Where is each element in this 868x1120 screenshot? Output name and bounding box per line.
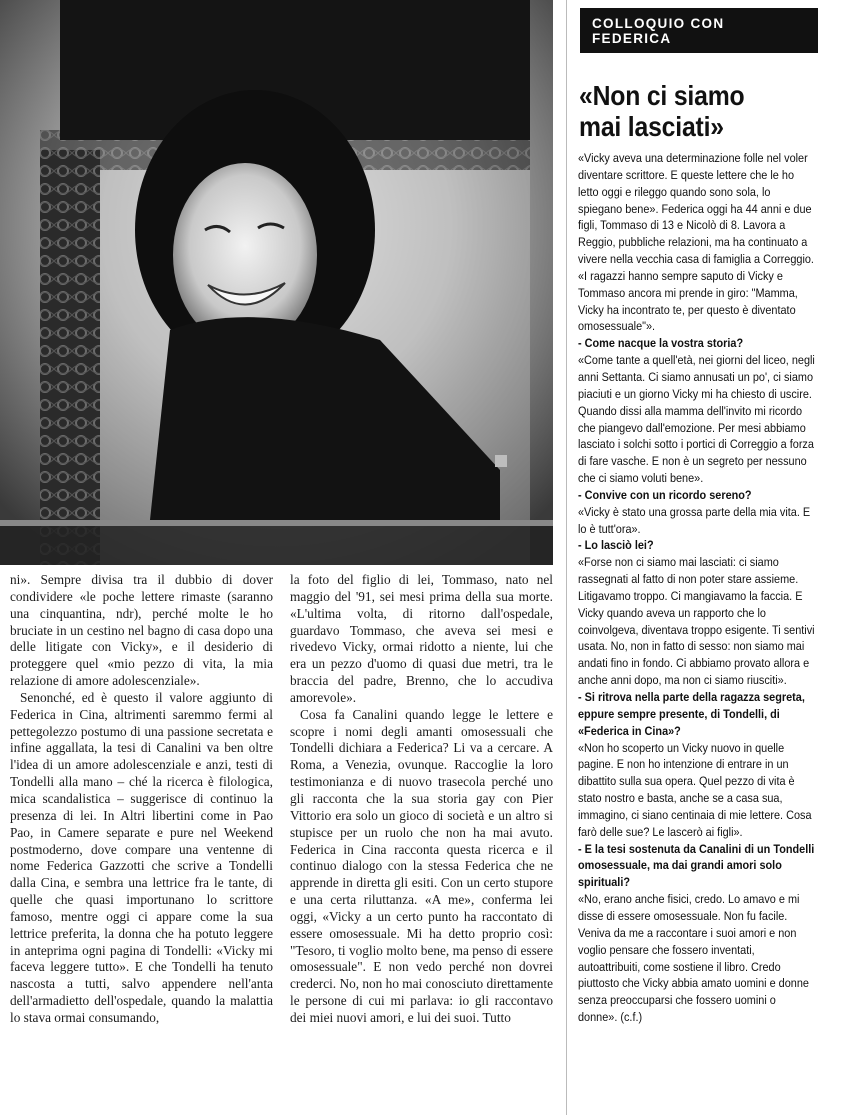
- photo-illustration: [0, 0, 553, 565]
- interview-question: - Si ritrova nella parte della ragazza segreta, eppure sempre presente, di Tondelli, di «Federica in Cina»?: [578, 690, 805, 738]
- headline-line-2: mai lasciati»: [579, 111, 724, 142]
- interview-text: [578, 150, 816, 1026]
- interview-question: - Convive con un ricordo sereno?: [578, 487, 752, 502]
- interview-answer: «Come tante a quell'età, nei giorni del liceo, negli anni Settanta. Ci siamo annusati un po', ci siamo piaciuti e un giorno Vicky mi ha chiesto di uscire. Quando dissi alla mamma dell'invito mi ricordo che piangevo dall'emozione. Per mesi abbiamo lasciato i solchi sotto i portici di Correggio a forza di fare vasche. E non è un segreto per nessuno che ci siamo voluti bene».: [578, 353, 815, 486]
- article-column-1: [10, 572, 273, 1027]
- section-tag: COLLOQUIO CON FEDERICA: [580, 8, 818, 53]
- headline-line-1: «Non ci siamo: [579, 80, 745, 111]
- interview-question: - Lo lasciò lei?: [578, 538, 654, 553]
- headline: [579, 80, 794, 142]
- photo-woman-in-frame: [0, 0, 553, 565]
- interview-answer: «No, erano anche fisici, credo. Lo amavo e mi disse di essere omosessuale. Non fu facile. Veniva da me a raccontare i suoi amori e non voglio pensare che fossero inventati, autoattribuiti, come sostiene il libro. Credo piuttosto che Vicky abbia amato uomini e donne senza preoccuparsi che fossero uomini o donne». (c.f.): [578, 892, 809, 1025]
- article-paragraph: Cosa fa Canalini quando legge le lettere e scopre i nomi degli amanti omosessuali che Tondelli dichiara a Federica? Li va a cercare. A Roma, a Venezia, ovunque. Raccoglie la loro testimonianza e di nuovo trasecola perché uno gli racconta che la sua storia gay con Pier Vittorio era solo un gioco di società e un altro si stupisce per un ruolo che non ha mai avuto. Federica in Cina racconta questa ricerca e il continuo dialogo con la stessa Federica che ne apprende in diretta gli esiti. Con un certo stupore e una certa riluttanza. «A me», conferma lei oggi, «Vicky a un certo punto ha raccontato di essere omosessuale. Mi ha detto proprio così: "Tesoro, ti voglio molto bene, ma penso di essere omosessuale". E non vedo perché non dovrei crederci. No, non ho mai conosciuto direttamente le persone di cui mi parlava: io gli raccontavo dei miei nuovi amori, e lui dei suoi. Tutto: [290, 706, 553, 1025]
- article-paragraph: ni». Sempre divisa tra il dubbio di dover condividere «le poche lettere rimaste (saranno una cinquantina, ndr), perché molte le ho bruciate in un cestino nel bagno di casa dopo una delle litigate con Vicky», e il desiderio di proteggere quel «mio pezzo di vita, la mia relazione di amore adolescenziale».: [10, 572, 273, 689]
- interview-question: - Come nacque la vostra storia?: [578, 336, 744, 351]
- column-divider: [566, 0, 567, 1115]
- interview-answer: «Non ho scoperto un Vicky nuovo in quelle pagine. E non ho intenzione di entrare in un dibattito sulla sua opera. Quel pezzo di vita è stato nostro e basta, anche se a casa sua, immagino, ci siano centinaia di mie lettere. Cosa farò delle sue? Le lascerò ai figli».: [578, 740, 812, 839]
- interview-answer: «Forse non ci siamo mai lasciati: ci siamo rassegnati al fatto di non poter stare assieme. Litigavamo troppo. Ci mangiavamo la faccia. E Vicky quando aveva un rapporto che lo coinvolgeva, diventava troppo esigente. Ti sentivi usata. No, non in fatto di sesso: non siamo mai andati fino in fondo. Ci abbiamo provato allora e anche anni dopo, ma non ci siamo riusciti».: [578, 555, 815, 688]
- interview-question: - E la tesi sostenuta da Canalini di un Tondelli omosessuale, ma dai grandi amori solo spirituali?: [578, 841, 815, 890]
- article-column-2: [290, 572, 553, 1027]
- interview-answer: «Vicky è stato una grossa parte della mia vita. E lo è tutt'ora».: [578, 504, 811, 536]
- interview-answer: «Vicky aveva una determinazione folle nel voler diventare scrittore. E queste lettere che le ho letto oggi e rileggo quando sono sola, lo spiegano bene». Federica oggi ha 44 anni e due figli, Tommaso di 13 e Nicolò di 8. Lavora a Reggio, pubbliche relazioni, ma ha continuato a vivere nella vecchia casa di famiglia a Correggio. «I ragazzi hanno sempre saputo di Vicky e Tommaso ancora mi prende in giro: "Mamma, Vicky ha incontrato te, per questo è diventato omosessuale"».: [578, 151, 814, 334]
- article-paragraph: la foto del figlio di lei, Tommaso, nato nel maggio del '91, sei mesi prima della sua morte. «L'ultima volta, di ritorno dall'ospedale, guardavo Tommaso, che aveva sei mesi e rivedevo Vicky, ormai ridotto a niente, lui che era un pezzo d'uomo di quasi due metri, tra le braccia del padre, Brenno, che lo accudiva amorevole».: [290, 572, 553, 705]
- article-paragraph: Senonché, ed è questo il valore aggiunto di Federica in Cina, altrimenti saremmo fermi al pettegolezzo postumo di una passione secretata e infine aggallata, la tesi di Canalini va ben oltre l'idea di un amore adolescenziale e anzi, testi di Tondelli alla mano – ché la ricerca è filologica, mica scandalistica – suggerisce di continuo la presenza di lei. In Altri libertini come in Pao Pao, in Camere separate e pure nel Weekend postmoderno, dove compare una ventenne di nome Federica Gazzotti che scrive a Tondelli dalla Cina, e sembra una lettrice fra le tante, di quelle che quasi importunano lo scrittore famoso, mentre oggi ci appare come la sua lettrice preferita, la donna che ha potuto leggere in anteprima ogni pagina di Tondelli: «Vicky mi faceva leggere tutto». E che Tondelli ha tenuto nascosta a tutti, salvo appendere nell'anta dell'armadietto dell'ospedale, quando la malattia lo stava ormai consumando,: [10, 689, 273, 1025]
- interview-box: [578, 8, 818, 1026]
